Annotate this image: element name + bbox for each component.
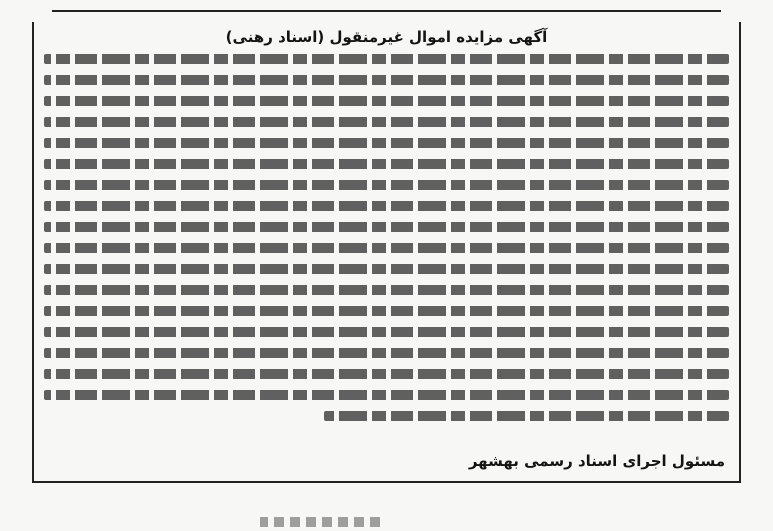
notice-signature: مسئول اجرای اسناد رسمی بهشهر [468, 452, 725, 470]
notice-body-illegible [44, 54, 729, 432]
body-text-line [44, 264, 729, 274]
top-rule [52, 10, 721, 12]
bottom-rule [32, 481, 741, 483]
body-text-line [44, 180, 729, 190]
body-text-line [44, 138, 729, 148]
body-text-line [44, 222, 729, 232]
body-text-line [44, 327, 729, 337]
body-text-line [44, 117, 729, 127]
body-text-line [44, 201, 729, 211]
body-text-line [44, 285, 729, 295]
body-text-line [44, 96, 729, 106]
body-text-line [44, 306, 729, 316]
body-text-line [44, 348, 729, 358]
body-text-line [44, 75, 729, 85]
notice-title: آگهی مزایده اموال غیرمنقول (اسناد رهنی) [225, 28, 548, 46]
body-text-line [44, 390, 729, 400]
body-text-line [44, 369, 729, 379]
cut-off-text-fragment [260, 517, 380, 527]
body-text-line [44, 243, 729, 253]
body-text-line [324, 411, 729, 421]
body-text-line [44, 54, 729, 64]
body-text-line [44, 159, 729, 169]
